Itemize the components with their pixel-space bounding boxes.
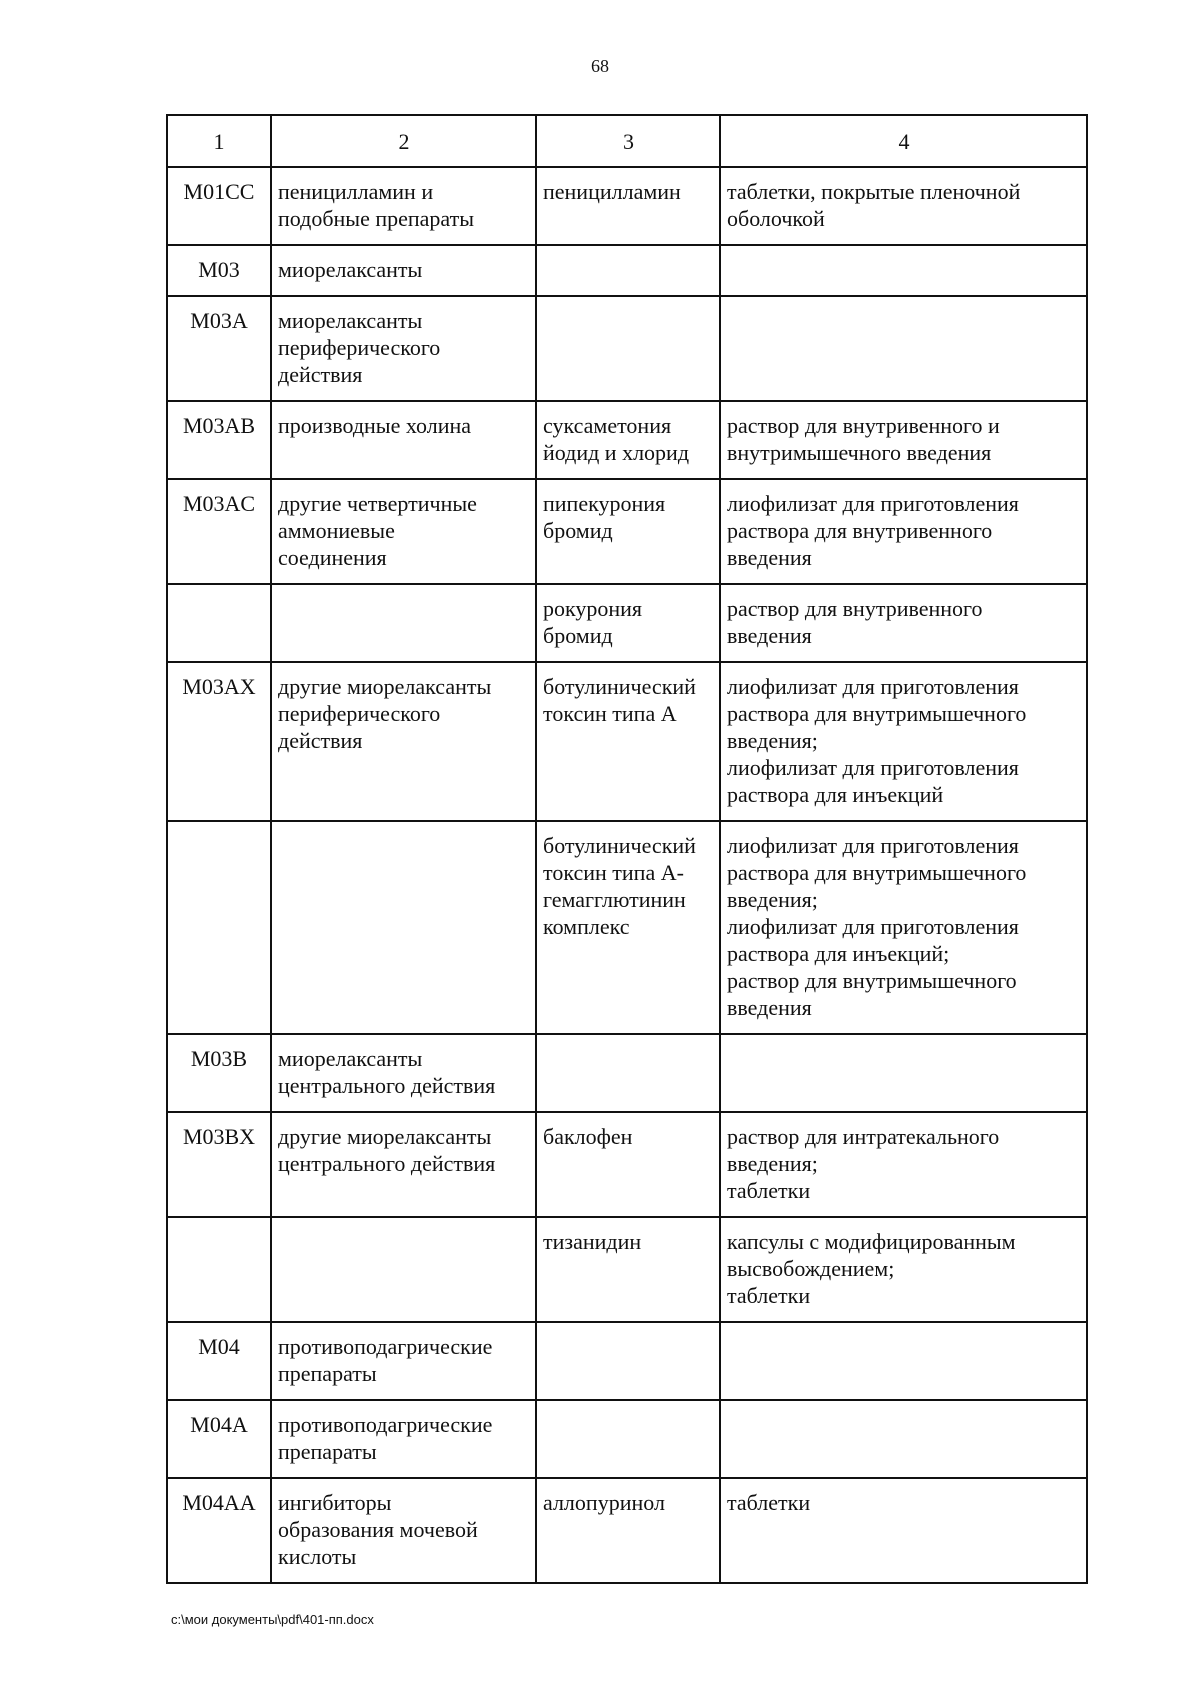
drug-name-cell-text: ботулинический токсин типа А — [543, 674, 696, 726]
drug-name-cell-text: пипекурония бромид — [543, 491, 666, 543]
table-row — [167, 167, 1087, 245]
table-row — [167, 1217, 1087, 1322]
table-row — [167, 821, 1087, 1034]
group-name-cell-text: миорелаксанты — [278, 257, 423, 282]
dosage-form-cell — [720, 401, 1087, 479]
group-name-cell-text: другие миорелаксанты центрального действия — [278, 1124, 496, 1176]
atc-code-cell — [167, 821, 271, 1034]
dosage-form-cell-text: лиофилизат для приготовления раствора для внутримышечного введения; лиофилизат для приготовления раствора для инъекций; раствор для внутримышечного введения — [727, 833, 1027, 1020]
atc-code-cell-text: M01CC — [183, 179, 255, 204]
table-row — [167, 1034, 1087, 1112]
drug-name-cell — [536, 401, 720, 479]
header-cell-4: 4 — [720, 115, 1087, 167]
drug-name-cell-text: рокурония бромид — [543, 596, 643, 648]
atc-code-cell-text: M03BX — [182, 1124, 256, 1149]
dosage-form-cell — [720, 245, 1087, 296]
dosage-form-cell — [720, 167, 1087, 245]
group-name-cell-text: производные холина — [278, 413, 472, 438]
atc-code-cell — [167, 245, 271, 296]
dosage-form-cell — [720, 479, 1087, 584]
drug-name-cell-text: аллопуринол — [543, 1490, 665, 1515]
dosage-form-cell — [720, 1478, 1087, 1583]
dosage-form-cell-text: раствор для внутривенного введения — [727, 596, 983, 648]
drug-name-cell — [536, 1217, 720, 1322]
table-row — [167, 1322, 1087, 1400]
group-name-cell-text: противоподагрические препараты — [278, 1334, 493, 1386]
dosage-form-cell-text: лиофилизат для приготовления раствора для внутримышечного введения; лиофилизат для приготовления раствора для инъекций — [727, 674, 1027, 807]
dosage-form-cell — [720, 821, 1087, 1034]
drug-name-cell-text: пеницилламин — [543, 179, 681, 204]
group-name-cell — [271, 167, 536, 245]
drug-name-cell — [536, 167, 720, 245]
atc-code-cell — [167, 662, 271, 821]
group-name-cell — [271, 1034, 536, 1112]
group-name-cell — [271, 296, 536, 401]
atc-code-cell-text: M03 — [198, 257, 240, 282]
drug-name-cell — [536, 1322, 720, 1400]
dosage-form-cell-text: таблетки, покрытые пленочной оболочкой — [727, 179, 1021, 231]
group-name-cell-text: ингибиторы образования мочевой кислоты — [278, 1490, 478, 1569]
table-row — [167, 1400, 1087, 1478]
group-name-cell-text: пеницилламин и подобные препараты — [278, 179, 475, 231]
dosage-form-cell-text: раствор для интратекального введения; таблетки — [727, 1124, 1000, 1203]
group-name-cell — [271, 401, 536, 479]
header-cell-1: 1 — [167, 115, 271, 167]
dosage-form-cell — [720, 1034, 1087, 1112]
table-row — [167, 662, 1087, 821]
atc-code-cell — [167, 1322, 271, 1400]
group-name-cell — [271, 245, 536, 296]
dosage-form-cell — [720, 662, 1087, 821]
atc-code-cell-text: M04A — [190, 1412, 248, 1437]
atc-code-cell-text: M04 — [198, 1334, 240, 1359]
drug-name-cell — [536, 1034, 720, 1112]
dosage-form-cell — [720, 296, 1087, 401]
drug-name-cell-text: баклофен — [543, 1124, 633, 1149]
group-name-cell — [271, 662, 536, 821]
table-row — [167, 1112, 1087, 1217]
dosage-form-cell — [720, 1217, 1087, 1322]
atc-code-cell — [167, 401, 271, 479]
group-name-cell-text: противоподагрические препараты — [278, 1412, 493, 1464]
group-name-cell-text: миорелаксанты периферического действия — [278, 308, 441, 387]
drug-table — [166, 114, 1088, 1584]
table-row — [167, 245, 1087, 296]
dosage-form-cell-text: раствор для внутривенного и внутримышечного введения — [727, 413, 1000, 465]
atc-code-cell — [167, 1400, 271, 1478]
atc-code-cell — [167, 296, 271, 401]
table-row — [167, 401, 1087, 479]
dosage-form-cell-text: лиофилизат для приготовления раствора для внутривенного введения — [727, 491, 1019, 570]
atc-code-cell-text: M04AA — [182, 1490, 256, 1515]
dosage-form-cell-text: капсулы с модифицированным высвобождением; таблетки — [727, 1229, 1016, 1308]
atc-code-cell-text: M03A — [190, 308, 248, 333]
file-path-footer: c:\мои документы\pdf\401-пп.docx — [171, 1612, 374, 1627]
drug-name-cell — [536, 479, 720, 584]
dosage-form-cell — [720, 1400, 1087, 1478]
drug-name-cell — [536, 245, 720, 296]
drug-name-cell — [536, 1478, 720, 1583]
drug-name-cell — [536, 296, 720, 401]
group-name-cell — [271, 584, 536, 662]
atc-code-cell — [167, 167, 271, 245]
atc-code-cell-text: M03AC — [182, 491, 256, 516]
drug-name-cell-text: тизанидин — [543, 1229, 642, 1254]
atc-code-cell — [167, 584, 271, 662]
group-name-cell-text: другие миорелаксанты периферического действия — [278, 674, 492, 753]
dosage-form-cell — [720, 1112, 1087, 1217]
drug-name-cell-text: ботулинический токсин типа А- гемагглютинин комплекс — [543, 833, 696, 939]
table-row — [167, 479, 1087, 584]
atc-code-cell-text: M03AB — [182, 413, 256, 438]
atc-code-cell-text: M03AX — [182, 674, 256, 699]
group-name-cell — [271, 1400, 536, 1478]
page-number: 68 — [591, 56, 609, 76]
atc-code-cell — [167, 1478, 271, 1583]
drug-name-cell — [536, 821, 720, 1034]
group-name-cell — [271, 1478, 536, 1583]
drug-name-cell — [536, 662, 720, 821]
group-name-cell — [271, 1112, 536, 1217]
group-name-cell — [271, 821, 536, 1034]
dosage-form-cell — [720, 584, 1087, 662]
table-row — [167, 1478, 1087, 1583]
group-name-cell — [271, 479, 536, 584]
atc-code-cell — [167, 479, 271, 584]
table-row — [167, 584, 1087, 662]
drug-name-cell — [536, 584, 720, 662]
group-name-cell — [271, 1322, 536, 1400]
group-name-cell-text: другие четвертичные аммониевые соединения — [278, 491, 477, 570]
drug-name-cell — [536, 1112, 720, 1217]
header-cell-3: 3 — [536, 115, 720, 167]
table-body — [167, 115, 1087, 1583]
table-header-row — [167, 115, 1087, 167]
dosage-form-cell — [720, 1322, 1087, 1400]
table-row — [167, 296, 1087, 401]
atc-code-cell — [167, 1217, 271, 1322]
atc-code-cell — [167, 1112, 271, 1217]
header-cell-2: 2 — [271, 115, 536, 167]
dosage-form-cell-text: таблетки — [727, 1490, 811, 1515]
drug-name-cell-text: суксаметония йодид и хлорид — [543, 413, 690, 465]
group-name-cell-text: миорелаксанты центрального действия — [278, 1046, 496, 1098]
atc-code-cell — [167, 1034, 271, 1112]
drug-name-cell — [536, 1400, 720, 1478]
group-name-cell — [271, 1217, 536, 1322]
atc-code-cell-text: M03B — [190, 1046, 248, 1071]
